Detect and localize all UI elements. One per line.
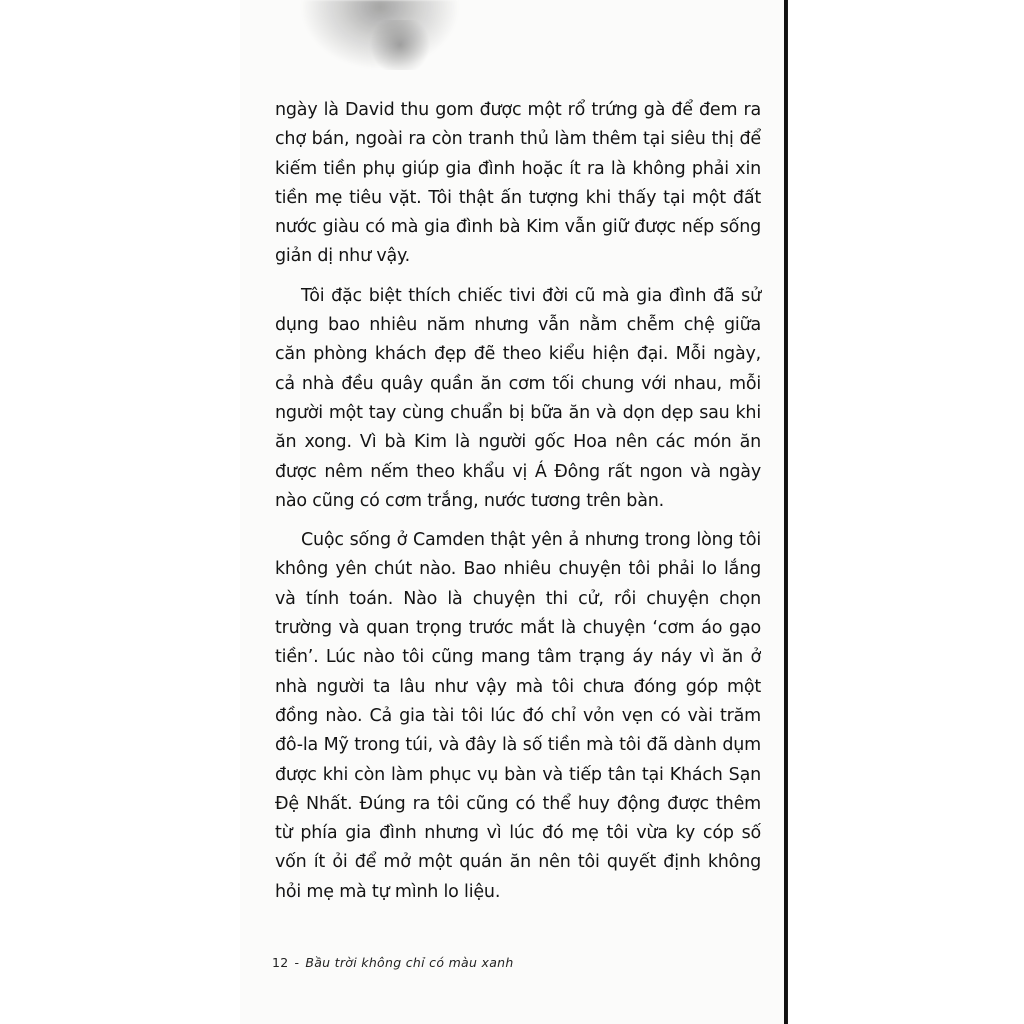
paragraph-3: Cuộc sống ở Camden thật yên ả nhưng trong lòng tôi không yên chút nào. Bao nhiêu chuyện tôi phải lo lắng và tính toán. Nào là chuyện thi cử, rồi chuyện chọn trường và quan trọng trước mắt là chuyện ‘cơm áo gạo tiền’. Lúc nào tôi cũng mang tâm trạng áy náy vì ăn ở nhà người ta lâu như vậy mà tôi chưa đóng góp một đồng nào. Cả gia tài tôi lúc đó chỉ vỏn vẹn có vài trăm đô-la Mỹ trong túi, và đây là số tiền mà tôi đã dành dụm được khi còn làm phục vụ bàn và tiếp tân tại Khách Sạn Đệ Nhất. Đúng ra tôi cũng có thể huy động được thêm từ phía gia đình nhưng vì lúc đó mẹ tôi vừa ky cóp số vốn ít ỏi để mở một quán ăn nên tôi quyết định không hỏi mẹ mà tự mình lo liệu. [275, 530, 761, 902]
running-title: Bầu trời không chỉ có màu xanh [305, 955, 514, 970]
body-text [275, 96, 761, 907]
paragraph-1: ngày là David thu gom được một rổ trứng gà để đem ra chợ bán, ngoài ra còn tranh thủ làm thêm tại siêu thị để kiếm tiền phụ giúp gia đình hoặc ít ra là không phải xin tiền mẹ tiêu vặt. Tôi thật ấn tượng khi thấy tại một đất nước giàu có mà gia đình bà Kim vẫn giữ được nếp sống giản dị như vậy. [275, 100, 761, 267]
footer-separator: - [294, 955, 300, 970]
ink-smudge-dark [365, 20, 435, 70]
page-edge-line [784, 0, 787, 1024]
paragraph-2: Tôi đặc biệt thích chiếc tivi đời cũ mà gia đình đã sử dụng bao nhiêu năm nhưng vẫn nằm chễm chệ giữa căn phòng khách đẹp đẽ theo kiểu hiện đại. Mỗi ngày, cả nhà đều quây quần ăn cơm tối chung với nhau, mỗi người một tay cùng chuẩn bị bữa ăn và dọn dẹp sau khi ăn xong. Vì bà Kim là người gốc Hoa nên các món ăn được nêm nếm theo khẩu vị Á Đông rất ngon và ngày nào cũng có cơm trắng, nước tương trên bàn. [275, 285, 761, 511]
page-number: 12 [272, 955, 289, 970]
page-footer [272, 955, 514, 970]
